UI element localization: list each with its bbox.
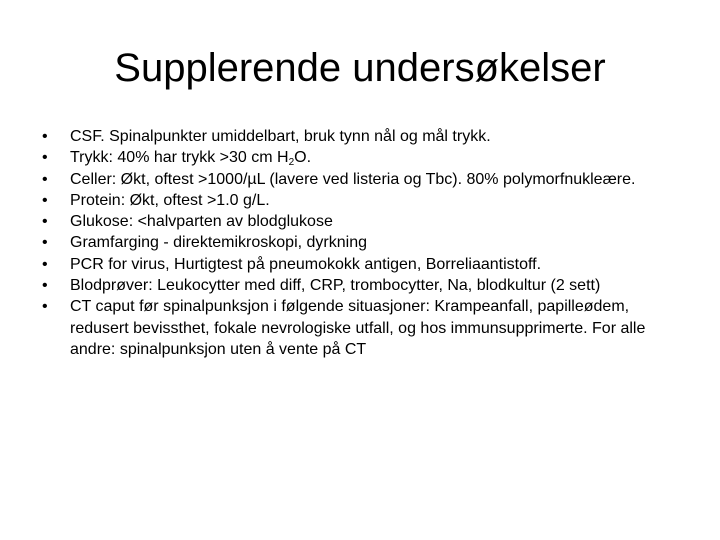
bullet-item-csf (42, 126, 682, 147)
bullet-text: Blodprøver: Leukocytter med diff, CRP, trombocytter, Na, blodkultur (2 sett) (70, 277, 601, 295)
bullet-list (42, 126, 682, 360)
bullet-text: CSF. Spinalpunkter umiddelbart, bruk tynn nål og mål trykk. (70, 128, 491, 145)
bullet-text: PCR for virus, Hurtigtest på pneumokokk antigen, Borreliaantistoff. (70, 255, 542, 273)
bullet-item-protein (42, 190, 682, 211)
bullet-item-gramfarging (42, 232, 682, 253)
bullet-icon: • (42, 191, 48, 209)
bullet-text (70, 149, 312, 169)
bullet-icon: • (42, 128, 48, 145)
bullet-text-part: Trykk: 40% har trykk >30 cm H (70, 149, 289, 167)
bullet-item-trykk (42, 147, 682, 168)
bullet-icon: • (42, 170, 48, 188)
bullet-item-pcr (42, 254, 682, 275)
slide-title: Supplerende undersøkelser (114, 46, 606, 90)
bullet-item-ct-caput (42, 296, 682, 360)
bullet-text: CT caput før spinalpunksjon i følgende situasjoner: Krampeanfall, papilleødem, redusert bevissthet, fokale nevrologiske utfall, og hos immunsupprimerte. For alle andre: spinalpunksjon uten å vente på CT (70, 298, 646, 358)
bullet-icon: • (42, 277, 48, 295)
bullet-icon: • (42, 298, 48, 316)
bullet-text-part: O. (294, 149, 312, 167)
bullet-text: Glukose: <halvparten av blodglukose (70, 213, 333, 231)
bullet-icon: • (42, 234, 48, 252)
bullet-icon: • (42, 149, 48, 167)
bullet-item-celler (42, 169, 682, 190)
bullet-icon: • (42, 213, 48, 231)
bullet-icon: • (42, 255, 48, 273)
subscript: 2 (288, 157, 295, 169)
bullet-item-blodprover (42, 275, 682, 296)
bullet-text: Celler: Økt, oftest >1000/µL (lavere ved listeria og Tbc). 80% polymorfnukleære. (70, 170, 636, 188)
bullet-text: Gramfarging - direktemikroskopi, dyrkning (70, 234, 367, 252)
bullet-text: Protein: Økt, oftest >1.0 g/L. (70, 191, 270, 209)
bullet-item-glukose (42, 211, 682, 232)
